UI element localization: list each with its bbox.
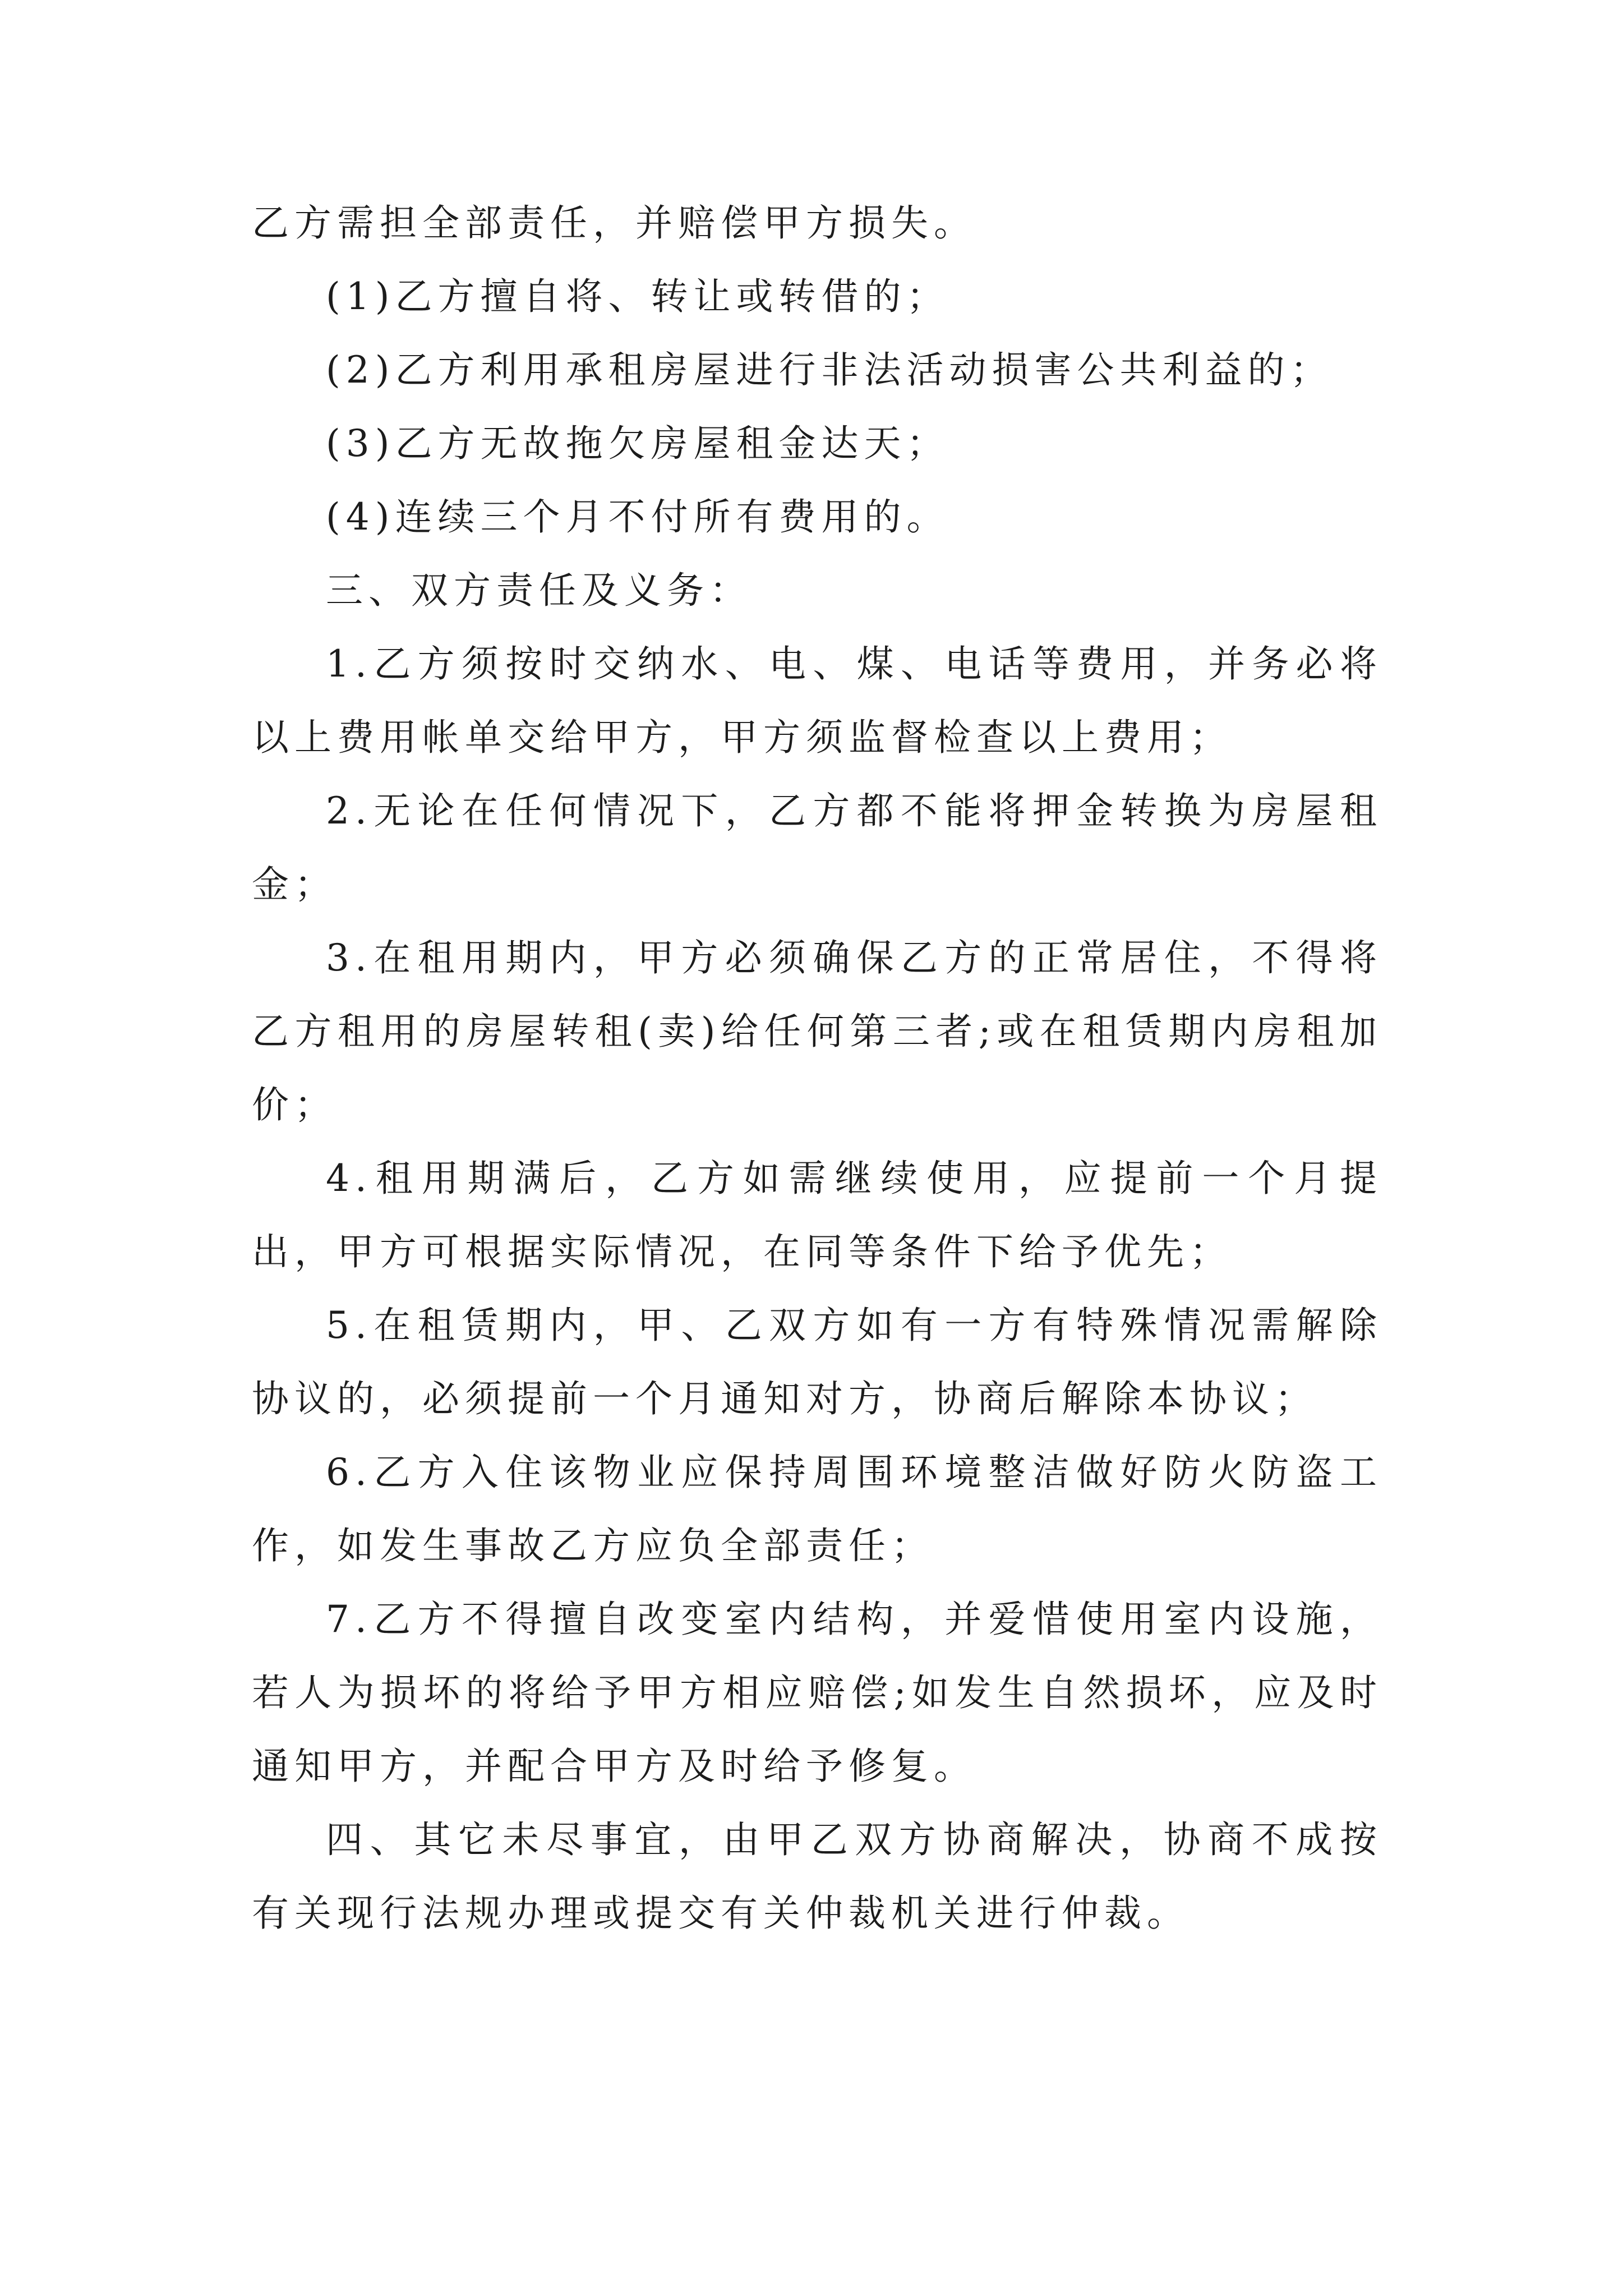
document-body — [252, 186, 1382, 1950]
clause-7: 7.乙方不得擅自改变室内结构，并爱惜使用室内设施，若人为损坏的将给予甲方相应赔偿;如发生自然损坏，应及时通知甲方，并配合甲方及时给予修复。 — [252, 1598, 1382, 1788]
paragraph-5: (4)连续三个月不付所有费用的。 — [326, 495, 949, 539]
clause-3: 3.在租用期内，甲方必须确保乙方的正常居住，不得将乙方租用的房屋转租(卖)给任何第三者;或在租赁期内房租加价； — [252, 936, 1382, 1126]
paragraph-4: (3)乙方无故拖欠房屋租金达天； — [326, 422, 949, 465]
clause-4: 4.租用期满后，乙方如需继续使用，应提前一个月提出，甲方可根据实际情况，在同等条件下给予优先； — [252, 1157, 1382, 1273]
clause-1: 1.乙方须按时交纳水、电、煤、电话等费用，并务必将以上费用帐单交给甲方，甲方须监督检查以上费用； — [252, 642, 1382, 759]
section-heading-3: 三、双方责任及义务： — [326, 569, 752, 612]
paragraph-2: (1)乙方擅自将、转让或转借的； — [326, 275, 949, 318]
clause-2: 2.无论在任何情况下，乙方都不能将押金转换为房屋租金； — [252, 789, 1382, 906]
paragraph-3: (2)乙方利用承租房屋进行非法活动损害公共利益的； — [326, 348, 1333, 392]
clause-6: 6.乙方入住该物业应保持周围环境整洁做好防火防盗工作，如发生事故乙方应负全部责任； — [252, 1451, 1382, 1567]
clause-5: 5.在租赁期内，甲、乙双方如有一方有特殊情况需解除协议的，必须提前一个月通知对方，协商后解除本协议； — [252, 1304, 1382, 1420]
section-4: 四、其它未尽事宜，由甲乙双方协商解决，协商不成按有关现行法规办理或提交有关仲裁机关进行仲裁。 — [252, 1818, 1382, 1935]
paragraph-1: 乙方需担全部责任，并赔偿甲方损失。 — [252, 201, 976, 245]
